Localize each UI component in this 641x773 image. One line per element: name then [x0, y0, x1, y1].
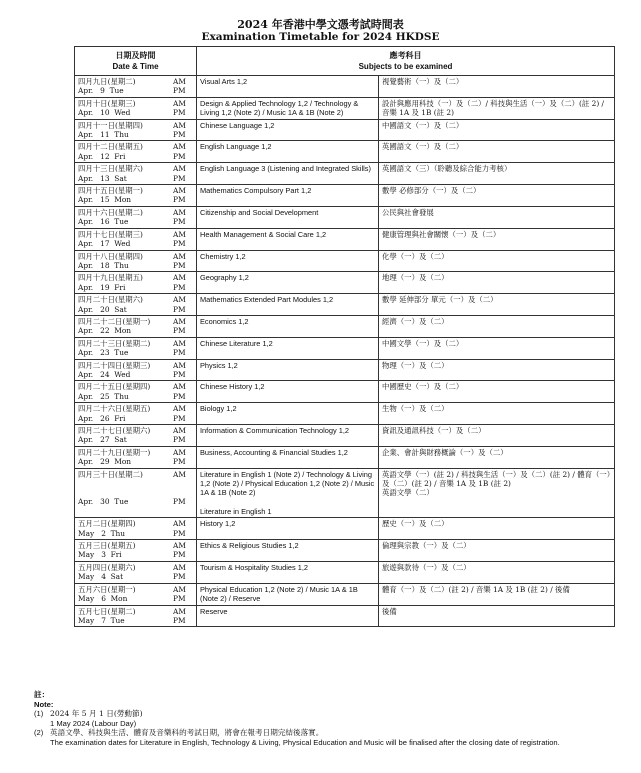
date-cell [75, 294, 197, 316]
subject-en: Information & Communication Technology 1,2 [200, 426, 349, 435]
subject-en-cell [197, 315, 379, 337]
subject-en-cell [197, 403, 379, 425]
subject-en: Geography 1,2 [200, 273, 249, 283]
note-text-en: The examination dates for Literature in English, Technology & Living, Physical Education and Music will be finalised after the closing date of registration. [50, 737, 560, 747]
date-cell [75, 403, 197, 425]
session-pm: PM [173, 326, 186, 336]
subject-zh: 資訊及通訊科技（一）及（二） [382, 426, 486, 435]
date-zh: 四月十七日(星期三) [78, 229, 143, 239]
subject-en: Tourism & Hospitality Studies 1,2 [200, 562, 309, 572]
subject-en: Ethics & Religious Studies 1,2 [200, 541, 299, 551]
date-en: May 3 Fri [78, 550, 122, 560]
subject-en: Health Management & Social Care 1,2 [200, 229, 327, 239]
date-cell [75, 185, 197, 207]
notes-heading-en: Note: [34, 699, 54, 709]
subject-en: English Language 1,2 [200, 142, 272, 152]
date-cell [75, 315, 197, 337]
date-cell [75, 468, 197, 518]
date-en: Apr. 12 Fri [78, 151, 126, 161]
table-row [75, 206, 615, 228]
session-am: AM [173, 120, 186, 130]
date-en: Apr. 15 Mon [78, 195, 132, 205]
date-zh: 四月二十三日(星期二) [78, 338, 151, 348]
subject-zh-cell [379, 250, 615, 272]
table-row [75, 381, 615, 403]
subject-en: History 1,2 [200, 519, 236, 529]
session-am: AM [173, 164, 186, 174]
session-pm: PM [173, 195, 186, 205]
subjects-header [197, 47, 615, 76]
session-am: AM [173, 338, 186, 348]
date-en: Apr. 11 Thu [78, 130, 129, 140]
date-zh: 四月二十日(星期六) [78, 295, 143, 305]
date-cell [75, 97, 197, 119]
session-pm: PM [173, 550, 186, 560]
date-en: Apr. 16 Tue [78, 217, 129, 227]
subject-en-cell [197, 540, 379, 562]
subject-en: Mathematics Extended Part Modules 1,2 [200, 295, 334, 305]
date-cell [75, 228, 197, 250]
subject-zh: 數學 必修部分（一）及（二） [382, 186, 481, 196]
table-row [75, 359, 615, 381]
subject-en-cell [197, 468, 379, 518]
subject-zh-cell [379, 119, 615, 141]
subject-en-cell [197, 359, 379, 381]
subject-zh: 企業、會計與財務概論（一）及（二） [382, 447, 508, 457]
subject-en-cell [197, 119, 379, 141]
date-cell [75, 518, 197, 540]
subject-zh-cell [379, 425, 615, 447]
note-text-en: 1 May 2024 (Labour Day) [50, 718, 137, 728]
subject-zh-cell [379, 403, 615, 425]
subject-en: Chinese Literature 1,2 [200, 338, 273, 348]
session-pm: PM [173, 108, 186, 118]
subject-zh-cell [379, 468, 615, 518]
table-row [75, 294, 615, 316]
table-row [75, 518, 615, 540]
date-en: May 7 Tue [78, 615, 125, 625]
subject-zh-cell [379, 605, 615, 627]
date-cell [75, 250, 197, 272]
subject-en: Physical Education 1,2 (Note 2) / Music 1A & 1B (Note 2) / Reserve [200, 584, 358, 604]
subject-zh-cell [379, 583, 615, 605]
subject-zh: 中國歷史（一）及（二） [382, 382, 464, 392]
date-en: Apr. 25 Thu [78, 391, 129, 401]
subject-zh-cell [379, 141, 615, 163]
header-label-en: Subjects to be examined [358, 62, 453, 71]
session-am: AM [173, 142, 186, 152]
subject-en: Business, Accounting & Financial Studies 1,2 [200, 447, 348, 457]
subject-en: Literature in English 1 (Note 2) / Technology & Living 1,2 (Note 2) / Physical Education 1,2 (Note 2) / Music 1A & 1B (Note 2) [200, 469, 375, 498]
date-cell [75, 337, 197, 359]
session-am: AM [173, 229, 186, 239]
subject-en: English Language 3 (Listening and Integrated Skills) [200, 164, 371, 174]
session-am: AM [173, 316, 186, 326]
subject-zh-cell [379, 315, 615, 337]
subject-zh-cell [379, 294, 615, 316]
subject-zh-cell [379, 337, 615, 359]
note-2 [34, 728, 624, 747]
subject-zh-cell [379, 206, 615, 228]
session-am: AM [173, 186, 186, 196]
subject-en-cell [197, 206, 379, 228]
subject-zh-pm: 英語文學（二） [382, 488, 434, 498]
date-en: Apr. 24 Wed [78, 369, 131, 379]
subject-zh-cell [379, 540, 615, 562]
subject-en-cell [197, 185, 379, 207]
date-zh: 四月十一日(星期四) [78, 120, 143, 130]
date-en: May 4 Sat [78, 572, 124, 582]
session-pm: PM [173, 348, 186, 358]
session-pm: PM [173, 304, 186, 314]
subject-zh-cell [379, 446, 615, 468]
subject-zh: 中國文學（一）及（二） [382, 338, 464, 348]
notes-section [34, 690, 624, 748]
session-am: AM [173, 273, 186, 283]
session-am: AM [173, 562, 186, 572]
session-am: AM [173, 584, 186, 594]
date-cell [75, 561, 197, 583]
note-number: (2) [34, 728, 44, 738]
subject-en: Biology 1,2 [200, 404, 237, 414]
note-text-zh: 2024 年 5 月 1 日(勞動節) [50, 709, 143, 719]
date-en: Apr. 17 Wed [78, 239, 131, 249]
date-zh: 四月十六日(星期二) [78, 207, 143, 217]
subject-en-pm: Literature in English 1 [200, 506, 272, 516]
subject-en-cell [197, 294, 379, 316]
date-cell [75, 141, 197, 163]
subject-en: Mathematics Compulsory Part 1,2 [200, 186, 312, 196]
date-zh: 五月三日(星期五) [78, 541, 136, 551]
session-pm: PM [173, 497, 186, 507]
note-number: (1) [34, 709, 44, 719]
header-label-zh: 應考科目 [389, 51, 422, 60]
date-en: Apr. 27 Sat [78, 435, 127, 445]
subject-en-cell [197, 605, 379, 627]
table-row [75, 272, 615, 294]
subject-zh: 後備 [382, 606, 397, 616]
subject-en-cell [197, 561, 379, 583]
subject-en: Visual Arts 1,2 [200, 77, 248, 86]
subject-zh: 物理（一）及（二） [382, 360, 449, 370]
page-title-zh: 2024 年香港中學文憑考試時間表 [237, 18, 404, 31]
notes-heading-zh: 註： [34, 690, 50, 699]
date-zh: 四月十五日(星期一) [78, 186, 143, 196]
subject-en-cell [197, 518, 379, 540]
date-en: Apr. 23 Tue [78, 348, 129, 358]
date-cell [75, 583, 197, 605]
date-zh: 五月六日(星期一) [78, 584, 136, 594]
date-zh: 四月二十五日(星期四) [78, 382, 151, 392]
session-pm: PM [173, 151, 186, 161]
subject-zh: 視覺藝術（一）及（二） [382, 77, 464, 86]
date-zh: 四月十八日(星期四) [78, 251, 143, 261]
date-zh: 四月九日(星期二) [78, 77, 136, 86]
date-cell [75, 605, 197, 627]
date-cell [75, 381, 197, 403]
session-pm: PM [173, 239, 186, 249]
date-cell [75, 540, 197, 562]
subject-en: Physics 1,2 [200, 360, 238, 370]
subject-en: Chinese History 1,2 [200, 382, 265, 392]
date-zh: 四月十二日(星期五) [78, 142, 143, 152]
date-zh: 五月七日(星期二) [78, 606, 136, 616]
session-am: AM [173, 360, 186, 370]
session-pm: PM [173, 369, 186, 379]
note-text-zh: 英語文學、科技與生活、體育及音樂科的考試日期，將會在報考日期完結後落實。 [50, 728, 324, 738]
subject-zh: 公民與社會發展 [382, 207, 434, 217]
subject-zh: 健康管理與社會關懷（一）及（二） [382, 229, 501, 239]
date-cell [75, 272, 197, 294]
session-am: AM [173, 251, 186, 261]
date-zh: 四月十日(星期三) [78, 98, 136, 108]
subject-zh-cell [379, 97, 615, 119]
subject-zh: 地理（一）及（二） [382, 273, 449, 283]
date-en: Apr. 9 Tue [78, 86, 124, 96]
date-zh: 四月二十六日(星期五) [78, 404, 151, 414]
session-pm: PM [173, 86, 186, 96]
subject-en-cell [197, 425, 379, 447]
date-zh: 四月二十四日(星期三) [78, 360, 151, 370]
subject-en: Design & Applied Technology 1,2 / Technology & Living 1,2 (Note 2) / Music 1A & 1B (Note 2) [200, 98, 359, 118]
subject-zh: 設計與應用科技（一）及（二）/ 科技與生活（一）及（二）(註 2) / 音樂 1A 及 1B (註 2) [382, 98, 605, 118]
session-pm: PM [173, 435, 186, 445]
date-en: Apr. 19 Fri [78, 282, 126, 292]
table-row [75, 583, 615, 605]
session-am: AM [173, 404, 186, 414]
table-row [75, 403, 615, 425]
subject-zh-cell [379, 163, 615, 185]
subject-en-cell [197, 250, 379, 272]
date-en: Apr. 18 Thu [78, 260, 129, 270]
session-pm: PM [173, 130, 186, 140]
subject-en-cell [197, 583, 379, 605]
session-pm: PM [173, 594, 186, 604]
date-zh: 四月二十九日(星期一) [78, 447, 151, 457]
session-pm: PM [173, 391, 186, 401]
session-pm: PM [173, 413, 186, 423]
date-zh: 四月二十二日(星期一) [78, 316, 151, 326]
note-1 [34, 709, 624, 728]
subject-zh: 經濟（一）及（二） [382, 316, 449, 326]
subject-zh-cell [379, 272, 615, 294]
subject-zh-cell [379, 561, 615, 583]
date-cell [75, 446, 197, 468]
subject-en: Citizenship and Social Development [200, 207, 319, 217]
subject-en-cell [197, 141, 379, 163]
date-zh: 四月十三日(星期六) [78, 164, 143, 174]
session-pm: PM [173, 282, 186, 292]
session-am: AM [173, 382, 186, 392]
date-en: May 6 Mon [78, 594, 128, 604]
session-pm: PM [173, 528, 186, 538]
subject-en: Chinese Language 1,2 [200, 120, 275, 130]
subject-zh-cell [379, 185, 615, 207]
date-en: Apr. 20 Sat [78, 304, 127, 314]
date-zh: 五月二日(星期四) [78, 519, 136, 529]
date-en: Apr. 26 Fri [78, 413, 126, 423]
subject-zh-cell [379, 518, 615, 540]
subject-en: Economics 1,2 [200, 316, 249, 326]
table-row [75, 425, 615, 447]
subject-en-cell [197, 272, 379, 294]
table-row [75, 468, 615, 518]
subject-en-cell [197, 163, 379, 185]
subject-zh-cell [379, 76, 615, 98]
subject-en: Chemistry 1,2 [200, 251, 246, 261]
session-am: AM [173, 207, 186, 217]
subject-zh: 歷史（一）及（二） [382, 519, 449, 529]
session-am: AM [173, 98, 186, 108]
subject-en: Reserve [200, 606, 228, 616]
date-en: Apr. 30 Tue [78, 497, 129, 507]
session-am: AM [173, 469, 186, 479]
date-en: Apr. 29 Mon [78, 457, 132, 467]
subject-zh: 體育（一）及（二）(註 2) / 音樂 1A 及 1B (註 2) / 後備 [382, 584, 570, 594]
table-row [75, 228, 615, 250]
date-cell [75, 206, 197, 228]
session-pm: PM [173, 615, 186, 625]
subject-zh: 中國語文（一）及（二） [382, 120, 464, 130]
subject-en-cell [197, 228, 379, 250]
session-pm: PM [173, 217, 186, 227]
subject-zh-cell [379, 359, 615, 381]
subject-en-cell [197, 76, 379, 98]
date-cell [75, 76, 197, 98]
subject-zh: 英國語文（一）及（二） [382, 142, 464, 152]
session-pm: PM [173, 572, 186, 582]
session-am: AM [173, 541, 186, 551]
table-header [75, 47, 615, 76]
subject-zh-cell [379, 381, 615, 403]
subject-en-cell [197, 337, 379, 359]
table-row [75, 250, 615, 272]
subject-zh: 數學 延伸部分 單元（一）及（二） [382, 295, 498, 305]
session-am: AM [173, 519, 186, 529]
table-row [75, 185, 615, 207]
table-row [75, 163, 615, 185]
session-am: AM [173, 77, 186, 86]
subject-zh: 生物（一）及（二） [382, 404, 449, 414]
header-label-zh: 日期及時間 [115, 51, 156, 60]
date-cell [75, 359, 197, 381]
date-en: Apr. 13 Sat [78, 173, 127, 183]
date-en: May 2 Thu [78, 528, 126, 538]
date-cell [75, 119, 197, 141]
date-zh: 五月四日(星期六) [78, 562, 136, 572]
session-pm: PM [173, 173, 186, 183]
table-row [75, 97, 615, 119]
table-row [75, 561, 615, 583]
session-am: AM [173, 295, 186, 305]
table-row [75, 446, 615, 468]
date-cell [75, 163, 197, 185]
table-row [75, 540, 615, 562]
header-label-en: Date & Time [112, 62, 159, 71]
subject-zh: 英國語文（三）（聆聽及綜合能力考核） [382, 164, 512, 174]
table-row [75, 605, 615, 627]
page-title-en: Examination Timetable for 2024 HKDSE [201, 31, 440, 43]
session-am: AM [173, 606, 186, 616]
subject-en-cell [197, 381, 379, 403]
date-en: Apr. 10 Wed [78, 108, 131, 118]
session-pm: PM [173, 457, 186, 467]
table-row [75, 315, 615, 337]
date-cell [75, 425, 197, 447]
table-row [75, 76, 615, 98]
table-row [75, 141, 615, 163]
subject-zh-cell [379, 228, 615, 250]
subject-zh: 化學（一）及（二） [382, 251, 449, 261]
subject-zh: 旅遊與款待（一）及（二） [382, 562, 471, 572]
date-time-header [75, 47, 197, 76]
session-am: AM [173, 447, 186, 457]
table-row [75, 337, 615, 359]
timetable [74, 46, 615, 627]
subject-en-cell [197, 446, 379, 468]
date-zh: 四月二十七日(星期六) [78, 426, 151, 435]
table-row [75, 119, 615, 141]
session-am: AM [173, 426, 186, 435]
date-zh: 四月三十日(星期二) [78, 469, 143, 479]
date-zh: 四月十九日(星期五) [78, 273, 143, 283]
session-pm: PM [173, 260, 186, 270]
subject-zh: 英語文學（一）(註 2) / 科技與生活（一）及（二）(註 2) / 體育（一）及（二）(註 2) / 音樂 1A 及 1B (註 2) [382, 469, 611, 489]
subject-en-cell [197, 97, 379, 119]
date-en: Apr. 22 Mon [78, 326, 132, 336]
subject-zh: 倫理與宗教（一）及（二） [382, 541, 471, 551]
